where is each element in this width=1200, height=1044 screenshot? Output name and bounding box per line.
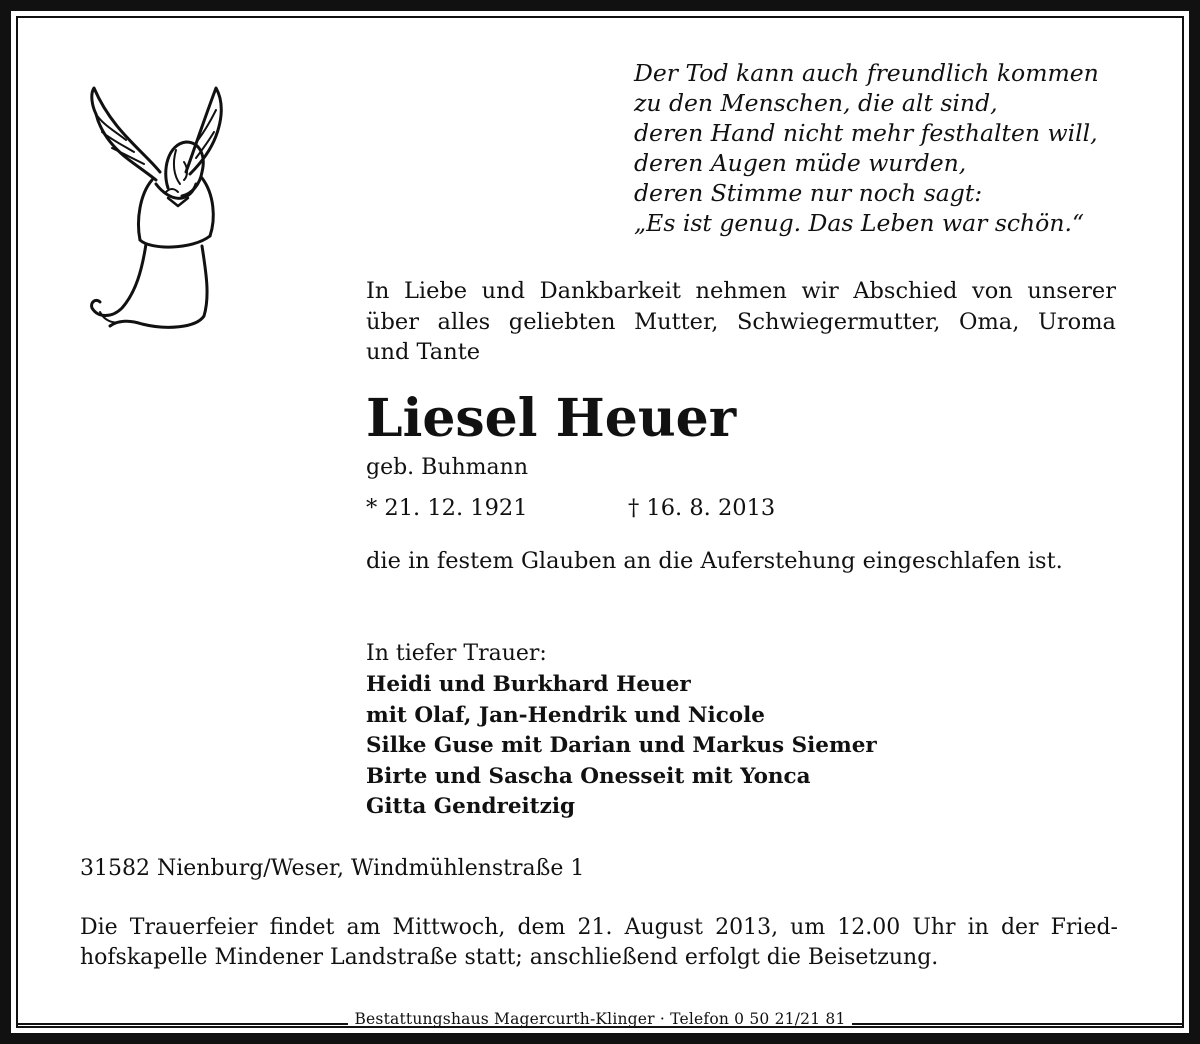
ceremony-word: Uhr: [912, 915, 956, 940]
poem-line: deren Augen müde wurden,: [634, 149, 967, 177]
footer-rule-left: [18, 1023, 348, 1025]
ceremony-word: in: [967, 915, 989, 940]
faith-line: die in festem Glauben an die Auferstehung eingeschlafen ist.: [366, 548, 1063, 574]
mourner-name: Gitta Gendreitzig: [366, 794, 576, 819]
death-date: † 16. 8. 2013: [628, 495, 776, 521]
mourner-name: Birte und Sascha Onesseit mit Yonca: [366, 763, 811, 789]
intro-line-1: [366, 276, 1116, 307]
intro-word: geliebten: [508, 308, 616, 335]
intro-word: wir: [801, 278, 839, 304]
ceremony-word: August: [624, 915, 704, 940]
intro-word: Schwiegermutter,: [737, 308, 941, 335]
intro-word: Dankbarkeit: [539, 278, 681, 304]
poem: [634, 58, 1154, 238]
ceremony-word: 21.: [577, 915, 613, 940]
poem-line: Der Tod kann auch freundlich kommen: [634, 59, 1099, 87]
mourner-name: Silke Guse mit Darian und Markus Siemer: [366, 733, 877, 758]
mourner-name: Heidi und Burkhard Heuer: [366, 672, 691, 697]
ceremony-word: 2013,: [715, 915, 779, 940]
poem-line: deren Hand nicht mehr festhalten will,: [634, 119, 1098, 147]
ceremony-word: am: [346, 915, 381, 940]
birth-date: * 21. 12. 1921: [366, 495, 528, 521]
ceremony-line-2: hofskapelle Mindener Landstraße statt; anschließend erfolgt die Beisetzung.: [80, 945, 939, 970]
mourner-name: mit Olaf, Jan-Hendrik und Nicole: [366, 702, 765, 728]
footer-text: Bestattungshaus Magercurth-Klinger · Telefon 0 50 21/21 81: [354, 1010, 846, 1028]
ceremony-word: dem: [517, 915, 566, 940]
footer: [18, 1008, 1182, 1030]
intro-word: Liebe: [403, 278, 468, 304]
intro-word: und: [481, 278, 526, 304]
intro-word: unserer: [1027, 278, 1116, 304]
deceased-name: Liesel Heuer: [366, 388, 737, 449]
ceremony-text: [80, 913, 1118, 973]
intro-word: Oma,: [959, 308, 1020, 335]
intro-word: von: [972, 278, 1013, 304]
intro-text: [366, 276, 1116, 368]
poem-line: zu den Menschen, die alt sind,: [634, 89, 998, 117]
ceremony-word: um: [790, 915, 826, 940]
intro-word: Abschied: [853, 278, 958, 304]
poem-line: deren Stimme nur noch sagt:: [634, 179, 983, 207]
maiden-name: geb. Buhmann: [366, 455, 528, 480]
ceremony-word: findet: [269, 915, 335, 940]
ceremony-word: der: [1000, 915, 1039, 940]
intro-word: alles: [437, 308, 491, 335]
angel-icon: [82, 80, 227, 335]
mourners-label: In tiefer Trauer:: [366, 641, 547, 666]
ceremony-word: Mittwoch,: [392, 915, 506, 940]
intro-word: Uroma: [1037, 308, 1116, 335]
intro-word: nehmen: [695, 278, 787, 304]
intro-line-2: [366, 307, 1116, 338]
address: 31582 Nienburg/Weser, Windmühlenstraße 1: [80, 856, 585, 881]
intro-word: über: [366, 308, 419, 335]
footer-rule-right: [852, 1023, 1182, 1025]
ceremony-word: Trauerfeier: [129, 915, 258, 940]
ceremony-word: Fried-: [1050, 915, 1118, 940]
ceremony-word: Die: [80, 915, 118, 940]
intro-word: Mutter,: [634, 308, 719, 335]
mourners-list: [366, 670, 877, 823]
ceremony-word: 12.00: [837, 915, 901, 940]
ceremony-line-1: [80, 913, 1118, 943]
intro-line-3: und Tante: [366, 339, 481, 365]
intro-word: In: [366, 278, 390, 304]
poem-line: „Es ist genug. Das Leben war schön.“: [634, 209, 1084, 237]
